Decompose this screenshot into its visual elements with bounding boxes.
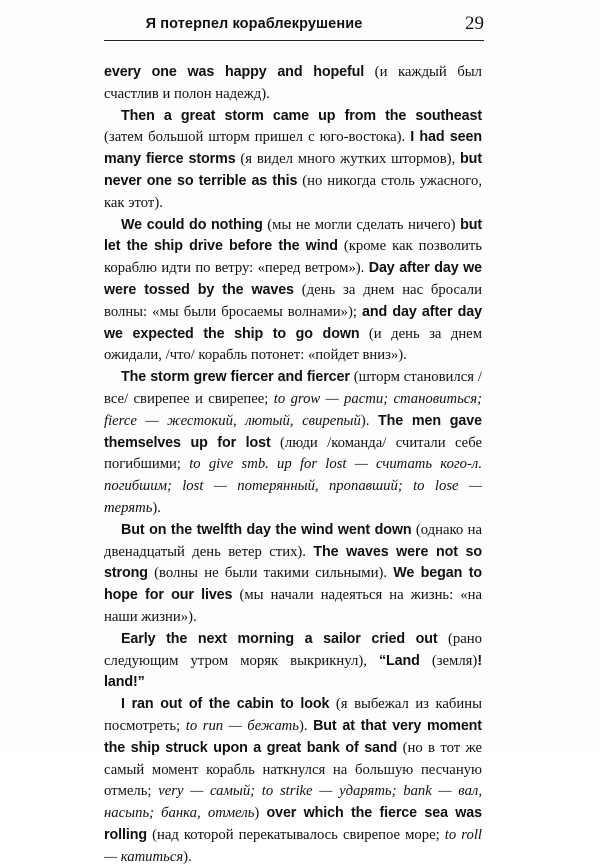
russian-translation: (рано следующим утром моряк выкрикнул), (104, 630, 482, 669)
russian-translation: ) (254, 805, 267, 822)
russian-translation: (земля) (419, 652, 478, 669)
english-phrase: Early the next morning a sailor cried out (121, 630, 438, 647)
english-phrase: but never one so terrible as this (104, 151, 482, 189)
glossary-note: very — самый; to strike — ударять; bank — вал, насыпь; банка, отмель (104, 783, 482, 822)
page-number: 29 (465, 13, 484, 34)
paragraph (104, 520, 482, 629)
english-phrase: and day after day we expected the ship to go down (104, 303, 482, 342)
english-phrase: But at that very moment the ship struck upon a great bank of sand (104, 717, 482, 756)
english-phrase: Then a great storm came up from the southeast (121, 107, 482, 124)
russian-translation: (я видел много жутких штормов), (235, 151, 461, 168)
russian-translation: (люди /команда/ считали себе погибшими; (104, 434, 482, 473)
glossary-note: to run — бежать (185, 717, 299, 734)
english-phrase: But on the twelfth day the wind went down (121, 521, 412, 538)
body-text (104, 62, 482, 868)
header-divider (104, 40, 484, 41)
russian-translation: (и каждый был счастлив и полон надежд). (104, 64, 482, 102)
paragraph (104, 106, 482, 215)
russian-translation: ). (360, 412, 379, 429)
russian-translation: (шторм становился /все/ свирепее и свирепее; (104, 369, 482, 407)
paragraph (104, 629, 482, 694)
english-phrase: I had seen many fierce storms (104, 129, 482, 168)
english-phrase: “Land (378, 652, 420, 669)
running-header (104, 10, 484, 38)
russian-translation: (однако на двенадцатый день ветер стих). (104, 521, 482, 560)
paragraph (104, 215, 482, 368)
english-phrase: but let the ship drive before the wind (104, 216, 482, 255)
russian-translation: (над которой перекатывалось свирепое море; (146, 826, 445, 843)
russian-translation: (но в тот же самый момент корабль наткнулся на большую песчаную отмель; (104, 739, 483, 800)
russian-translation: (день за днем нас бросали волны: «мы были бросаемы волнами»); (104, 281, 482, 320)
english-phrase: The waves were not so strong (104, 543, 482, 582)
english-phrase: every one was happy and hopeful (104, 64, 365, 80)
paragraph (104, 694, 482, 868)
russian-translation: (я выбежал из кабины посмотреть; (104, 696, 482, 734)
english-phrase: The storm grew fiercer and fiercer (121, 369, 350, 386)
english-phrase: Day after day we were tossed by the waves (104, 260, 482, 298)
glossary-note: to give smb. up for lost — считать кого-л. погибшим; lost — потерянный, пропавший; to lose — терять (104, 456, 482, 516)
english-phrase: We began to hope for our lives (104, 565, 482, 604)
chapter-title: Я потерпел кораблекрушение (145, 16, 363, 32)
russian-translation: (волны не были такими сильными). (147, 565, 394, 582)
russian-translation: (но никогда столь ужасного, как этот). (104, 172, 482, 211)
russian-translation: (и день за днем ожидали, /что/ корабль потонет: «пойдет вниз»). (104, 325, 482, 364)
paragraph (104, 367, 482, 520)
english-phrase: The men gave themselves up for lost (104, 412, 482, 451)
english-phrase: over which the fierce sea was rolling (104, 805, 482, 843)
english-phrase: We could do nothing (121, 216, 263, 233)
english-phrase: ! land!” (104, 652, 482, 691)
russian-translation: ). (298, 717, 314, 734)
russian-translation: ). (183, 848, 192, 865)
russian-translation: (мы не могли сделать ничего) (262, 216, 461, 233)
russian-translation: ). (152, 499, 161, 516)
russian-translation: (затем большой шторм пришел с юго-востока). (104, 129, 411, 146)
russian-translation: (мы начали надеяться на жизнь: «на наши жизни»). (104, 587, 483, 625)
glossary-note: to grow — расти; становиться; fierce — жестокий, лютый, свирепый (104, 390, 482, 429)
russian-translation: (кроме как позволить кораблю идти по ветру: «перед ветром»). (104, 238, 482, 277)
paragraph (104, 62, 482, 106)
glossary-note: to roll — катиться (104, 826, 482, 865)
english-phrase: I ran out of the cabin to look (121, 696, 330, 713)
